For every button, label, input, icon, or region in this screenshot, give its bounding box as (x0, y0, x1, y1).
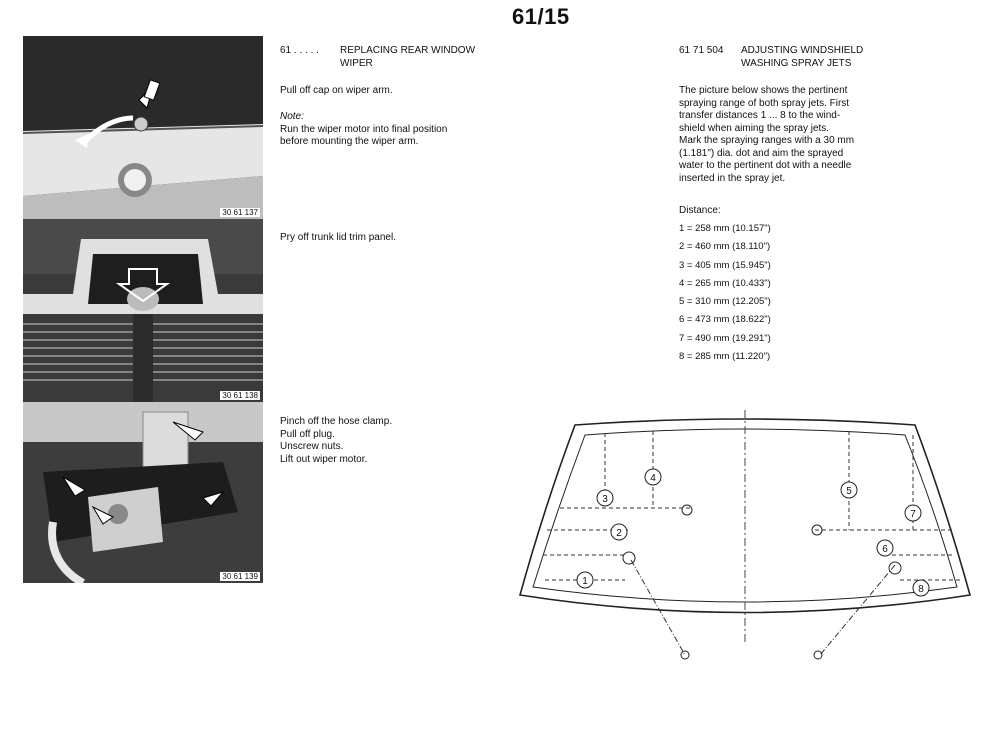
distance-label: Distance: (679, 205, 721, 216)
diagram-label: 7 (910, 509, 916, 520)
photo-ref: 30 61 139 (222, 572, 258, 581)
note-text: Run the wiper motor into final position (280, 123, 448, 135)
page-number: 61/15 (512, 4, 570, 29)
heading-title-line: ADJUSTING WINDSHIELD (741, 45, 864, 56)
heading-number: 61 71 504 (679, 45, 724, 56)
heading-title-line: WASHING SPRAY JETS (741, 57, 852, 69)
para-line: (1.181") dia. dot and aim the sprayed (679, 147, 844, 159)
distance-item: 6 = 473 mm (18.622") (679, 314, 771, 326)
photo-ref: 30 61 138 (222, 391, 258, 400)
step-3-text (280, 416, 392, 466)
distance-item: 5 = 310 mm (12.205") (679, 296, 771, 308)
para-line: shield when aiming the spray jets. (679, 122, 830, 134)
diagram-label: 1 (582, 576, 588, 587)
distance-item: 3 = 405 mm (15.945") (679, 259, 771, 271)
diagram-label: 3 (602, 494, 608, 505)
photo-ref: 30 61 137 (222, 208, 258, 217)
diagram-label: 5 (846, 486, 852, 497)
diagram-label: 8 (918, 584, 924, 595)
note-text: before mounting the wiper arm. (280, 136, 419, 147)
diagram-label: 2 (616, 528, 622, 539)
distance-list (679, 223, 771, 369)
para-line: The picture below shows the pertinent (679, 85, 848, 96)
step-1-text: Pull off cap on wiper arm. (280, 85, 393, 96)
photo-wiper-arm (23, 36, 263, 219)
step-line: Pinch off the hose clamp. (280, 416, 393, 427)
para-line: spraying range of both spray jets. First (679, 97, 850, 109)
distance-item: 4 = 265 mm (10.433") (679, 277, 771, 289)
distance-item: 1 = 258 mm (10.157") (679, 223, 771, 234)
note-block (280, 111, 447, 149)
note-label: Note: (280, 111, 304, 122)
section-heading-spray-jets (679, 45, 863, 70)
section-heading-rear-wiper (280, 45, 475, 70)
diagram-label: 4 (650, 473, 656, 484)
distance-item: 7 = 490 mm (19.291") (679, 332, 771, 344)
step-line: Lift out wiper motor. (280, 453, 368, 465)
diagram-label: 6 (882, 544, 888, 555)
distance-item: 2 = 460 mm (18.110") (679, 241, 771, 253)
windshield-diagram (515, 405, 975, 670)
para-line: water to the pertinent dot with a needle (679, 160, 852, 171)
step-line: Pull off plug. (280, 428, 335, 440)
heading-title-line: REPLACING REAR WINDOW (340, 45, 476, 56)
heading-number: 61 . . . . . (280, 45, 319, 56)
instructions-paragraph (679, 85, 854, 185)
photo-wiper-motor (23, 402, 263, 583)
step-2-text: Pry off trunk lid trim panel. (280, 232, 396, 243)
photo-trim-panel (23, 219, 263, 402)
step-line: Unscrew nuts. (280, 441, 344, 452)
para-line: inserted in the spray jet. (679, 172, 786, 184)
distance-item: 8 = 285 mm (11.220") (679, 351, 771, 363)
para-line: Mark the spraying ranges with a 30 mm (679, 135, 855, 146)
heading-title-line: WIPER (340, 57, 373, 69)
para-line: transfer distances 1 ... 8 to the wind- (679, 110, 841, 121)
